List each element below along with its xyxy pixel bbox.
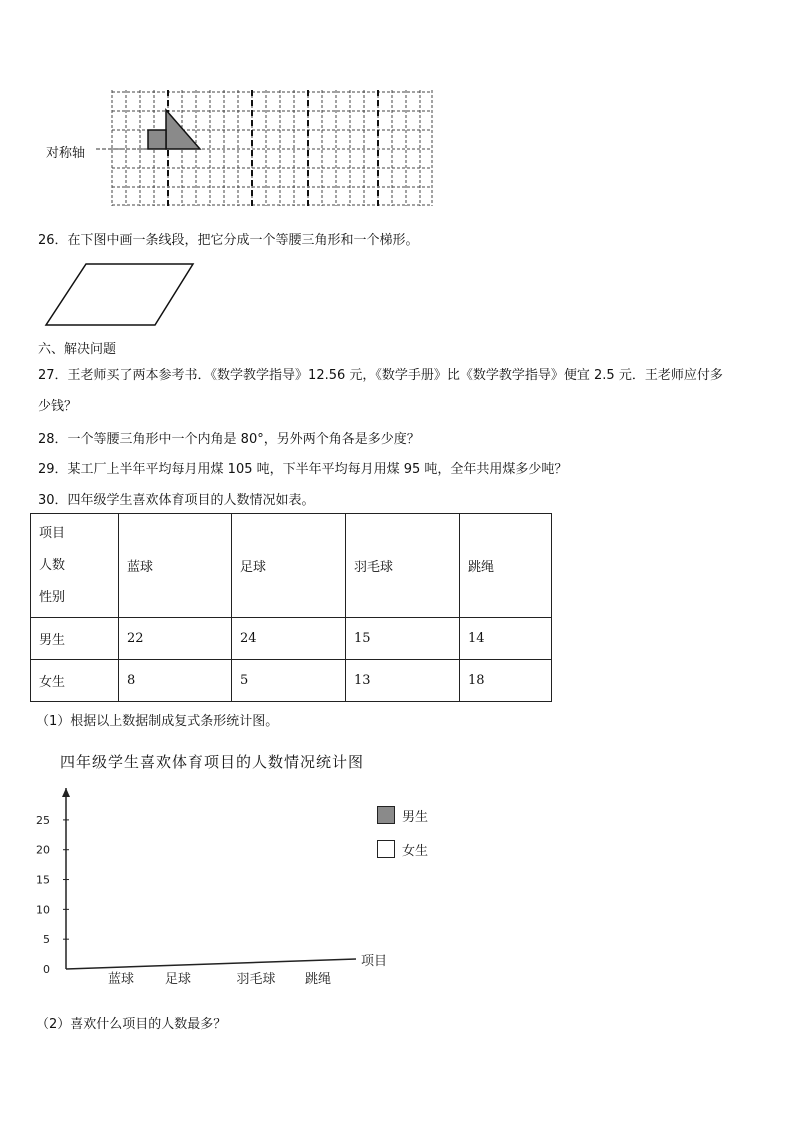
x-category-label: 足球 xyxy=(164,972,192,987)
table-header-cell: 跳绳 xyxy=(460,514,552,618)
section-title: 六、解决问题 xyxy=(38,342,117,357)
table-row-label: 男生 xyxy=(31,618,119,660)
question-27-line1: 27．王老师买了两本参考书．《数学教学指导》12.56 元，《数学手册》比《数学教学指导》便宜 2.5 元．王老师应付多 xyxy=(38,368,723,383)
table-cell: 24 xyxy=(232,618,346,660)
question-27-line2: 少钱？ xyxy=(38,399,78,414)
y-tick-label: 15 xyxy=(36,873,50,887)
table-header-cell: 蓝球 xyxy=(119,514,232,618)
table-cell: 5 xyxy=(232,660,346,702)
x-category-label: 跳绳 xyxy=(304,972,332,987)
chart-ticks xyxy=(36,814,69,976)
table-cell: 18 xyxy=(460,660,552,702)
x-axis xyxy=(66,959,356,969)
small-quad-shape xyxy=(148,130,166,149)
parallelogram-figure xyxy=(42,261,196,329)
table-row-label: 女生 xyxy=(31,660,119,702)
table-cell: 15 xyxy=(346,618,460,660)
table-row xyxy=(31,618,552,660)
y-tick-label: 25 xyxy=(36,813,50,827)
x-category-label: 蓝球 xyxy=(107,972,135,987)
y-tick-label: 0 xyxy=(43,963,50,976)
y-tick-label: 20 xyxy=(36,843,50,857)
header-line-count: 人数 xyxy=(39,557,66,573)
symmetry-axis-label: 对称轴 xyxy=(46,146,86,161)
question-26: 26．在下图中画一条线段，把它分成一个等腰三角形和一个梯形。 xyxy=(38,233,419,248)
parallelogram-shape xyxy=(46,264,193,325)
table-row xyxy=(31,660,552,702)
header-line-item: 项目 xyxy=(39,525,66,541)
table-cell: 22 xyxy=(119,618,232,660)
chart-axes xyxy=(62,788,356,969)
x-category-label: 羽毛球 xyxy=(236,972,276,987)
legend-swatch-girls xyxy=(377,840,395,858)
y-tick-label: 10 xyxy=(36,903,50,917)
question-30-sub2: （2）喜欢什么项目的人数最多？ xyxy=(36,1017,227,1032)
question-28: 28．一个等腰三角形中一个内角是 80°，另外两个角各是多少度？ xyxy=(38,432,420,447)
x-axis-label: 项目 xyxy=(360,954,388,969)
legend-label-boys: 男生 xyxy=(402,810,429,825)
table-header-cell: 羽毛球 xyxy=(346,514,460,618)
chart-title: 四年级学生喜欢体育项目的人数情况统计图 xyxy=(60,753,365,771)
table-header-row xyxy=(31,514,552,618)
legend-label-girls: 女生 xyxy=(402,844,429,859)
question-30: 30．四年级学生喜欢体育项目的人数情况如表。 xyxy=(38,493,315,508)
sports-table xyxy=(30,513,552,702)
question-30-sub1: （1）根据以上数据制成复式条形统计图。 xyxy=(36,714,279,729)
table-cell: 14 xyxy=(460,618,552,660)
y-tick-label: 5 xyxy=(43,933,50,947)
symmetry-grid-figure xyxy=(96,86,436,212)
y-axis-arrow xyxy=(62,788,70,797)
question-29: 29．某工厂上半年平均每月用煤 105 吨，下半年平均每月用煤 95 吨，全年共用煤多少吨？ xyxy=(38,462,568,477)
table-header-cell: 足球 xyxy=(232,514,346,618)
table-cell: 8 xyxy=(119,660,232,702)
legend-swatch-boys xyxy=(377,806,395,824)
table-cell: 13 xyxy=(346,660,460,702)
table-corner-cell xyxy=(31,514,119,618)
header-line-gender: 性别 xyxy=(39,589,66,605)
